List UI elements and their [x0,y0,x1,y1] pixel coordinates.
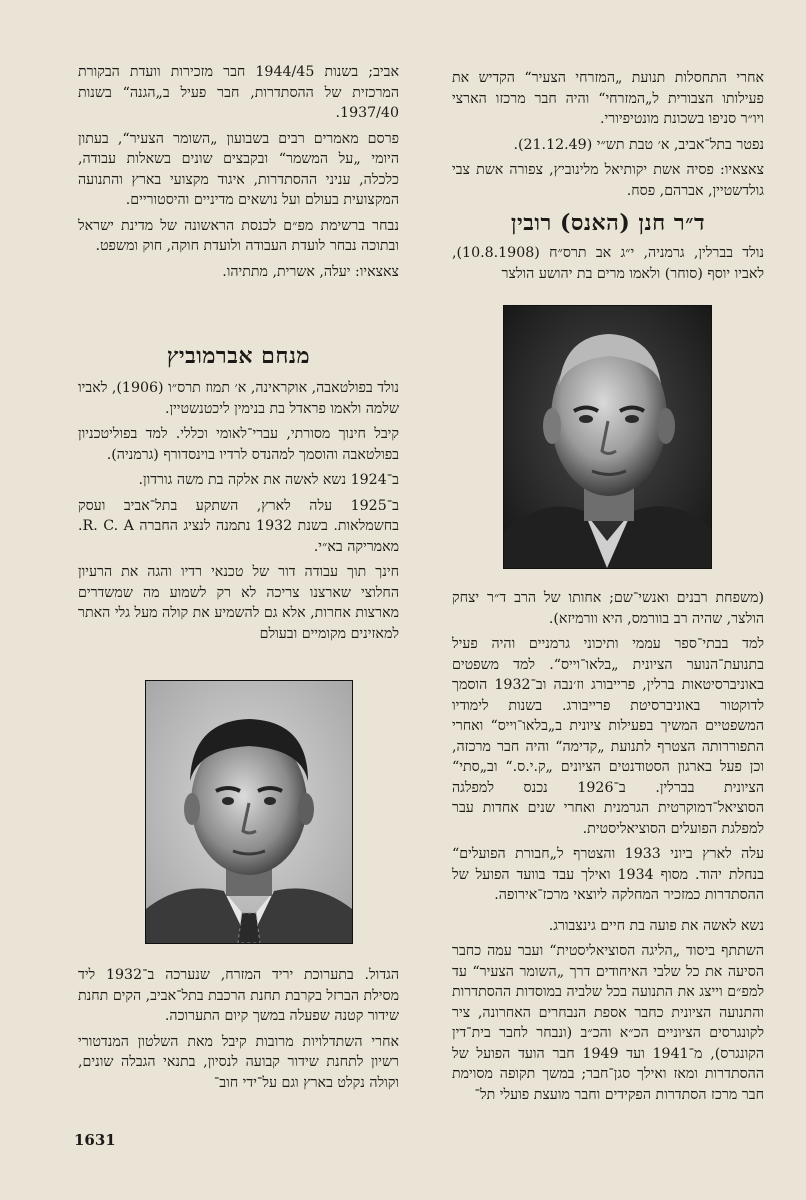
rubin-body [452,588,764,1110]
paragraph: אחרי השתדלויות מרובות קיבל מאת השלטון המנדטורי רשיון לתחנת שידור קבועה לנסיון, בתנאי הגבלה שונים, וקולה נקלט בארץ וגם על־ידי חוב־ [78,1033,399,1091]
paragraph: קיבל חינוך מסורתי, עברי־לאומי וכללי. למד בפוליטכניון בפולטאבה והוסמך למהנדס לרדיו בוינסדורף (גרמניה). [78,426,399,463]
abramovitz-body [78,378,399,649]
paragraph: למד בבתי־ספר עממי ותיכוני גרמניים והיה פעיל בתנועת־הנוער הציונית „בלאו־וייס“. למד משפטים באוניברסיטאות ברלין, פרייבורג וז׳נבה וב־1932 הוסמך לדוקטור באוניברסיטת פרייבורג. בשנות לימודיו המשפטיים המשיך בפעילות ציונית ב„בלאו־וייס“ ואחרי התפוררותה הצטרף לתנועת „קדימה“ והיה חבר מרכזה, וכן פעל בארגון הסטודנטים הציונים „ק.י.ס.“ וב„סתי“ הציונית בברלין. ב־1926 נכנס למפלגה הסוציאל־דמוקרטית הגרמנית ואחרי שנים אחדות עבר למפלגת הפועלים הסוציאליסטית. [452,636,764,837]
paragraph: (משפחת רבנים ואנשי־שם; אחותו של הרב ד״ר יצחק הולצר, שהיה רב בוורמס, היא וורמיזא). [452,590,764,627]
paragraph: נולד בברלין, גרמניה, י״ג אב תרס״ח (10.8.1908), לאביו יוסף (סוחר) ולאמו מרים בת יהושע הולצר [452,245,764,282]
paragraph: צאצאיו: יעלה, אשרית, מתתיהו. [222,263,399,280]
paragraph: חינך תוך עבודה דור של טכנאי רדיו והגה את הרעיון החלוצי שארצנו צריכה לא רק לשמוע מה שמשדרים מארצות אחרות, אלא גם להשמיע את קולה מעל גלי האתר למאזינים מקומיים ובעולם [78,564,399,642]
portrait-photo-rubin [503,305,712,569]
paragraph: עלה לארץ ביוני 1933 והצטרף ל„חבורת הפועלים“ בנחלת יהוד. מסוף 1934 ואילך עבד בוועד הפועל של ההסתדרות כמזכיר המחלקה ליוצאי מרכז־אירופה. [452,846,764,903]
rubin-intro [452,243,764,289]
paragraph: ב־1924 נשא לאשה את אלקה בת משה גורדון. [138,472,399,488]
biography-heading-abramovitz: מנחם אברמוביץ [166,343,311,369]
left-column-top [78,62,399,287]
paragraph: פרסם מאמרים רבים בשבועון „השומר הצעיר“, בעתון היומי „על המשמר“ ובקבצים שונים בשאלות עבודה, כלכלה, עניני ההסתדרות, איגוד מקצועי בארץ והתנועה המקצועית בעולם ועל נושאים מדיניים והיסטוריים. [78,130,399,208]
paragraph: אחרי התחסלות תנועת „המזרחי הצעיר“ הקדיש את פעילותו הצבורית ל„המזרחי“ והיה חבר מרכזו הארצי ויו״ר סניפו בשכונת מונטיפיורי. [452,70,764,127]
paragraph: ב־1925 עלה לארץ, השתקע בתל־אביב ועסק בחשמלאות. בשנת 1932 נתמנה לנציג החברה R. C. A. מאמריקה בא״י. [78,497,399,555]
paragraph: נפטר בתל־אביב, א׳ טבת תש״י (21.12.49). [513,136,764,153]
right-column-top [452,68,764,206]
paragraph: הגדול. בתערוכת יריד המזרח, שנערכה ב־1932 ליד מסילת הברזל בקרבת תחנת הרכבת בתל־אביב, הקים תחנת שידור קטנה שפעלה במשך קיום התערוכה. [78,967,399,1024]
biography-heading-rubin: ד״ר חנן (האנס) רובין [510,210,706,236]
paragraph: אביב; בשנות 1944/45 חבר מזכירות וועדת הבקורת המרכזית של ההסתדרות, חבר פעיל ב„הגנה“ בשנות 1937/40. [78,64,399,121]
paragraph: נולד בפולטאבה, אוקראינה, א׳ תמוז תרס״ו (1906), לאביו שלמה ולאמו פראדל בת בנימין ליכטנשטיין. [78,380,399,417]
paragraph: נשא לאשה את פועה בת חיים גינצבורג. [548,917,764,934]
paragraph: השתתף ביסוד „הליגה הסוציאליסטית“ ועבר עמה כחבר הסיעה את כל שלבי האיחודים דרך „השומר הצעיר“ עד למפ״ם וייצג את התנועה בכל שלביה במוסדות ההסתדרות והתנועה הציונית כחבר אספת הנבחרים האחרונה, ציר לקונגרסים הציוניים הכ״א והכ״ב (ונבחר לחבר בית־דין הקונגרס), מ־1941 ועד 1949 חבר הועד הפועל של ההסתדרות ומאז ואילך סגן־חבר; במשך תקופה מסוימת חבר מרכז הסתדרות הפקידים וחבר מועצת פועלי תל־ [452,943,764,1103]
paragraph: צאצאיו: פסיה אשת יקותיאל מלינוביץ, צפורה אשת צבי גולדשטיין, אברהם, פסח. [452,162,764,199]
portrait-photo-abramovitz [145,680,353,944]
abramovitz-continuation [78,965,399,1098]
paragraph: נבחר ברשימת מפ״ם לכנסת הראשונה של מדינת ישראל ובתוכה נבחר לועדת העבודה ולועדת חוקה, חוק ומשפט. [78,217,399,254]
page-number: 1631 [74,1131,116,1149]
